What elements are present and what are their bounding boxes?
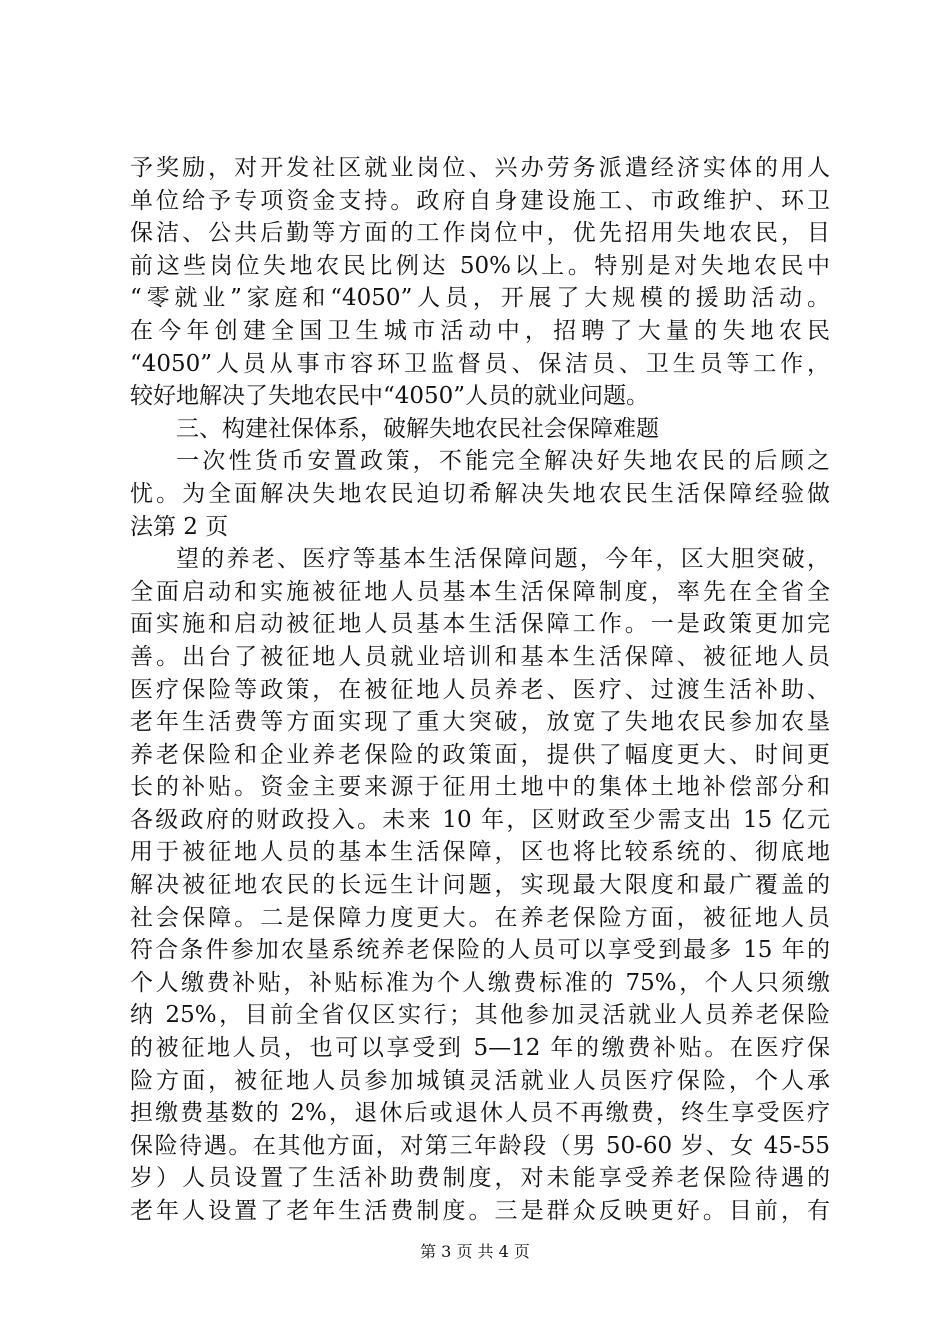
text-line: 面实施和启动被征地人员基本生活保障工作。一是政策更加完 [130,611,830,638]
text-line: 法第 2 页 [130,513,229,540]
text-line: 符合条件参加农垦系统养老保险的人员可以享受到最多 15 年的 [130,937,830,964]
text-line: 解决被征地农民的长远生计问题，实现最大限度和最广覆盖的 [130,872,830,899]
text-line: 单位给予专项资金支持。政府自身建设施工、市政维护、环卫 [130,187,830,214]
text-line: 担缴费基数的 2%，退休后或退休人员不再缴费，终生享受医疗 [130,1100,830,1127]
text-line: 善。出台了被征地人员就业培训和基本生活保障、被征地人员 [130,643,830,670]
text-line: 前这些岗位失地农民比例达 50%以上。特别是对失地农民中 [130,252,830,279]
section-heading: 三、构建社保体系，破解失地农民社会保障难题 [176,415,659,442]
text-line: 的被征地人员，也可以享受到 5—12 年的缴费补贴。在医疗保 [130,1035,830,1062]
text-line: 长的补贴。资金主要来源于征用土地中的集体土地补偿部分和 [130,774,830,801]
text-line: 养老保险和企业养老保险的政策面，提供了幅度更大、时间更 [130,741,830,768]
text-line: 各级政府的财政投入。未来 10 年，区财政至少需支出 15 亿元 [130,806,830,833]
text-line: 老年人设置了老年生活费制度。三是群众反映更好。目前，有 [130,1198,830,1224]
text-line: 用于被征地人员的基本生活保障，区也将比较系统的、彻底地 [130,839,830,866]
text-line: “4050”人员从事市容环卫监督员、保洁员、卫生员等工作， [130,350,830,377]
body-text [130,152,830,1228]
text-line: 保洁、公共后勤等方面的工作岗位中，优先招用失地农民，目 [130,220,830,247]
text-line: 社会保障。二是保障力度更大。在养老保险方面，被征地人员 [130,904,830,931]
page-footer: 第 3 页 共 4 页 [420,1242,530,1261]
text-line: “零就业”家庭和“4050”人员，开展了大规模的援助活动。 [130,285,830,312]
text-line: 在今年创建全国卫生城市活动中，招聘了大量的失地农民 [130,317,830,344]
text-line: 个人缴费补贴，补贴标准为个人缴费标准的 75%，个人只须缴 [130,969,830,996]
text-line: 较好地解决了失地农民中“4050”人员的就业问题。 [130,383,650,410]
text-line: 险方面，被征地人员参加城镇灵活就业人员医疗保险，个人承 [130,1067,830,1094]
text-line: 望的养老、医疗等基本生活保障问题，今年，区大胆突破， [176,546,830,573]
text-line: 全面启动和实施被征地人员基本生活保障制度，率先在全省全 [130,578,830,605]
text-line: 岁）人员设置了生活补助费制度，对未能享受养老保险待遇的 [130,1165,830,1192]
text-line: 保险待遇。在其他方面，对第三年龄段（男 50-60 岁、女 45-55 [130,1132,830,1159]
text-line: 予奖励，对开发社区就业岗位、兴办劳务派遣经济实体的用人 [130,155,830,181]
text-line: 纳 25%，目前全省仅区实行；其他参加灵活就业人员养老保险 [130,1002,830,1029]
text-line: 忧。为全面解决失地农民迫切希解决失地农民生活保障经验做 [130,480,830,507]
text-line: 老年生活费等方面实现了重大突破，放宽了失地农民参加农垦 [130,709,830,736]
text-line: 医疗保险等政策，在被征地人员养老、医疗、过渡生活补助、 [130,676,830,703]
text-line: 一次性货币安置政策，不能完全解决好失地农民的后顾之 [176,448,830,475]
